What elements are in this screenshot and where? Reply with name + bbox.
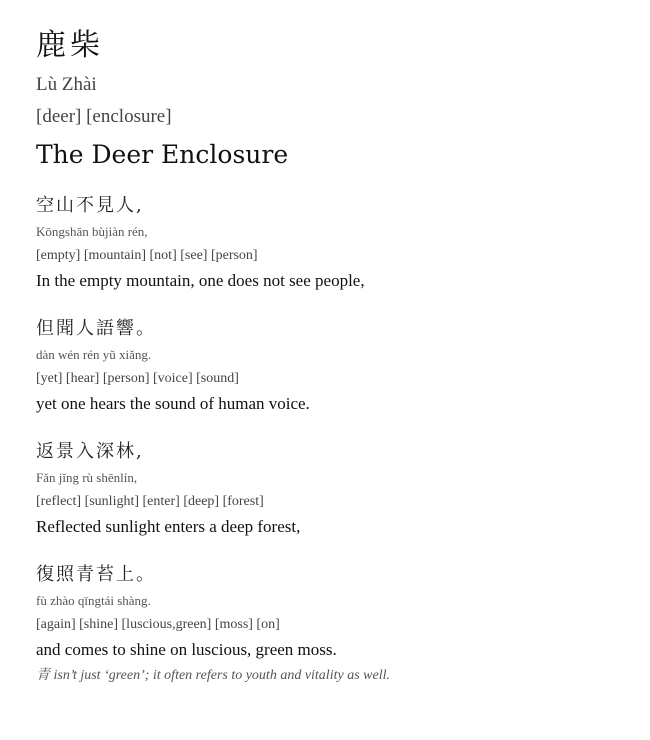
line-chinese: 復照青苔上。: [36, 564, 156, 585]
line-chinese: 空山不見人,: [36, 195, 144, 216]
line-english: In the empty mountain, one does not see people,: [36, 271, 365, 290]
line-pinyin: fù zhào qīngtái shàng.: [36, 593, 151, 608]
line-pinyin: dàn wén rén yǔ xiǎng.: [36, 347, 152, 362]
poem-line: [36, 192, 614, 293]
title-gloss: [deer] [enclosure]: [36, 106, 172, 127]
line-chinese: 返景入深林,: [36, 441, 144, 462]
title-pinyin: Lù Zhài: [36, 74, 97, 95]
line-gloss: [yet] [hear] [person] [voice] [sound]: [36, 371, 239, 386]
line-gloss: [empty] [mountain] [not] [see] [person]: [36, 248, 258, 263]
line-gloss: [again] [shine] [luscious,green] [moss] [on]: [36, 617, 280, 632]
footnote: 青 isn’t just ‘green’; it often refers to youth and vitality as well.: [36, 668, 390, 683]
poem-lines: [36, 192, 614, 686]
line-english: Reflected sunlight enters a deep forest,: [36, 517, 301, 536]
line-gloss: [reflect] [sunlight] [enter] [deep] [forest]: [36, 494, 264, 509]
line-chinese: 但聞人語響。: [36, 318, 156, 339]
title-english: The Deer Enclosure: [36, 140, 289, 169]
line-english: and comes to shine on luscious, green moss.: [36, 640, 337, 659]
poem-line: [36, 561, 614, 686]
line-pinyin: Fǎn jǐng rù shēnlín,: [36, 470, 138, 485]
line-pinyin: Kōngshān bùjiàn rén,: [36, 224, 148, 239]
poem-line: [36, 315, 614, 416]
title-chinese: 鹿柴: [36, 28, 104, 63]
poem-line: [36, 438, 614, 539]
line-english: yet one hears the sound of human voice.: [36, 394, 310, 413]
